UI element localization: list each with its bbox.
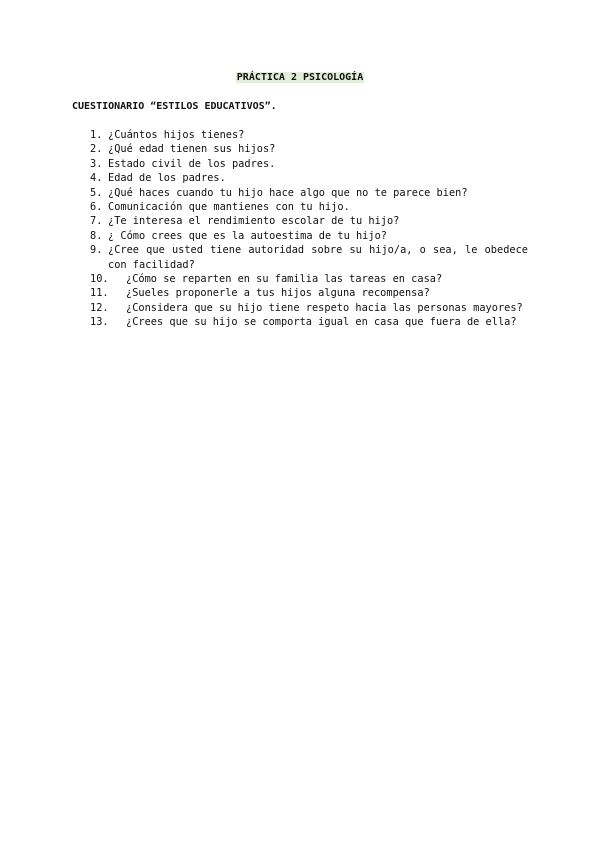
list-item [72,200,528,214]
item-number: 10. [90,273,109,286]
list-item [72,186,528,200]
list-item [72,315,528,329]
item-number: 3. [90,157,103,170]
item-number: 11. [90,287,109,300]
list-item [72,243,528,272]
item-number: 6. [90,201,103,214]
item-text: ¿Considera que su hijo tiene respeto hacia las personas mayores? [126,301,523,314]
item-text: ¿Qué edad tienen sus hijos? [108,143,276,156]
item-number: 12. [90,301,109,314]
item-text: Comunicación que mantienes con tu hijo. [108,201,350,214]
item-number: 1. [90,129,103,141]
item-text: ¿Qué haces cuando tu hijo hace algo que no te parece bien? [108,186,468,199]
question-list [72,128,528,330]
list-item [72,272,528,286]
item-text: ¿Cuántos hijos tienes? [108,129,245,141]
item-number: 13. [90,316,109,329]
list-item [72,128,528,142]
item-text: ¿Cómo se reparten en su familia las tareas en casa? [126,273,443,286]
list-item [72,229,528,243]
item-number: 2. [90,143,103,156]
list-item [72,214,528,228]
document-title [0,71,600,85]
list-item [72,142,528,156]
item-text: Estado civil de los padres. [108,157,276,170]
item-text: ¿Cree que usted tiene autoridad sobre su hijo/a, o sea, le obedece con facilidad? [108,244,528,271]
list-item [72,171,528,185]
list-item [72,286,528,300]
item-number: 8. [90,229,103,242]
list-item [72,157,528,171]
item-text: ¿ Cómo crees que es la autoestima de tu hijo? [108,229,387,242]
item-number: 7. [90,215,103,228]
item-text: ¿Te interesa el rendimiento escolar de tu hijo? [108,215,400,228]
item-text: ¿Crees que su hijo se comporta igual en casa que fuera de ella? [126,316,517,329]
item-number: 9. [90,244,103,257]
document-title-text: PRÁCTICA 2 PSICOLOGÍA [236,72,364,83]
item-text: Edad de los padres. [108,172,226,185]
item-text: ¿Sueles proponerle a tus hijos alguna recompensa? [126,287,430,300]
item-number: 4. [90,172,103,185]
questionnaire-heading: CUESTIONARIO “ESTILOS EDUCATIVOS”. [72,101,277,112]
item-number: 5. [90,186,103,199]
list-item [72,301,528,315]
